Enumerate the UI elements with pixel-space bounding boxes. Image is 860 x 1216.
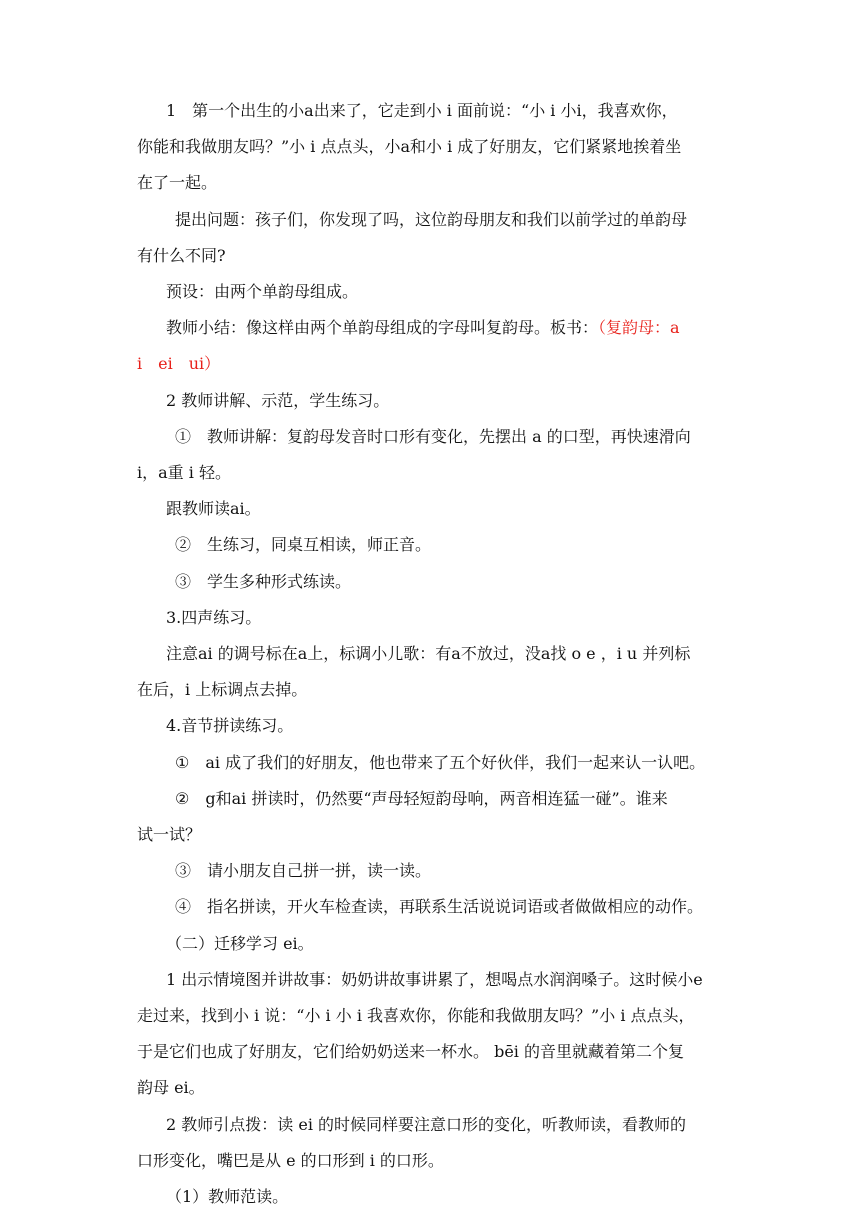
text-line (166, 607, 261, 629)
line-text: 于是它们也成了好朋友，它们给奶奶送来一杯水。 bēi 的音里就藏着第二个复 (137, 1042, 685, 1062)
line-text: 1 第一个出生的小a出来了，它走到小 i 面前说：“小 i 小i，我喜欢你， (166, 101, 678, 120)
line-text: ② g和ai 拼读时，仍然要“声母轻短韵母响，两音相连猛一碰”。谁来 (175, 788, 668, 808)
line-text: 注意ai 的调号标在a上，标调小儿歌：有a不放过，没a找 o e ，i u 并列标 (166, 644, 691, 663)
line-text: 韵母 ei。 (137, 1078, 205, 1098)
line-text: ④ 指名拼读，开火车检查读，再联系生活说说词语或者做做相应的动作。 (175, 897, 704, 917)
text-line (166, 100, 678, 122)
text-line (137, 1077, 205, 1099)
text-line (137, 1041, 684, 1063)
text-line (137, 462, 231, 484)
line-text: 4.音节拼读练习。 (166, 716, 294, 736)
line-text: 口形变化，嘴巴是从 e 的口形到 i 的口形。 (137, 1150, 444, 1170)
line-text: ① 教师讲解：复韵母发音时口形有变化，先摆出 a 的口型，再快速滑向 (175, 426, 691, 446)
text-line (137, 824, 201, 846)
text-line (166, 281, 358, 303)
text-line (137, 679, 307, 701)
text-line (175, 788, 668, 810)
line-text: i，a重 i 轻。 (137, 463, 231, 482)
highlight-text: i ei ui） (137, 354, 221, 374)
text-line (166, 933, 314, 955)
line-text: ③ 请小朋友自己拼一拼，读一读。 (175, 861, 432, 881)
line-text: 2 教师引点拨：读 ei 的时候同样要注意口形的变化，听教师读，看教师的 (166, 1114, 687, 1134)
text-line (166, 498, 261, 520)
text-line (175, 896, 703, 918)
text-line (175, 860, 431, 882)
text-line (175, 426, 691, 448)
text-line (137, 172, 217, 194)
text-line (175, 752, 705, 774)
text-line (137, 245, 226, 267)
line-text: 在后，i 上标调点去掉。 (137, 680, 308, 700)
line-text: 2 教师讲解、示范，学生练习。 (166, 390, 390, 410)
text-line (166, 643, 690, 665)
text-line (166, 390, 389, 412)
line-text: 教师小结：像这样由两个单韵母组成的字母叫复韵母。板书： (166, 318, 599, 338)
line-text: ① ai 成了我们的好朋友，他也带来了五个好伙伴，我们一起来认一认吧。 (175, 752, 706, 772)
text-line (137, 136, 681, 158)
line-text: 走过来，找到小 i 说：“小 i 小 i 我喜欢你，你能和我做朋友吗？”小 i 点点头， (137, 1006, 695, 1025)
line-text: （二）迁移学习 ei。 (166, 933, 314, 953)
text-line (166, 715, 293, 737)
line-text: 1 出示情境图并讲故事：奶奶讲故事讲累了，想喝点水润润嗓子。这时候小e (166, 969, 703, 989)
line-text: 试一试？ (137, 825, 202, 844)
line-text: 跟教师读ai。 (166, 499, 261, 519)
text-line (175, 571, 351, 593)
line-text: （1）教师范读。 (166, 1187, 289, 1206)
text-line (166, 1186, 288, 1208)
text-line (137, 1150, 444, 1172)
line-text: 3.四声练习。 (166, 607, 262, 627)
text-line (175, 534, 431, 556)
text-line (166, 317, 680, 339)
text-line (137, 353, 220, 375)
text-line (166, 1114, 686, 1136)
text-line (175, 209, 687, 231)
line-text: ② 生练习，同桌互相读，师正音。 (175, 535, 432, 555)
highlight-text: （复韵母：a (598, 318, 680, 338)
line-text: 提出问题：孩子们，你发现了吗，这位韵母朋友和我们以前学过的单韵母 (175, 209, 688, 229)
text-line (137, 1005, 695, 1027)
line-text: 你能和我做朋友吗？”小 i 点点头，小a和小 i 成了好朋友，它们紧紧地挨着坐 (137, 137, 682, 157)
text-line (166, 969, 703, 991)
line-text: ③ 学生多种形式练读。 (175, 571, 352, 591)
line-text: 有什么不同? (137, 245, 226, 265)
line-text: 预设：由两个单韵母组成。 (166, 282, 359, 301)
line-text: 在了一起。 (137, 173, 218, 193)
